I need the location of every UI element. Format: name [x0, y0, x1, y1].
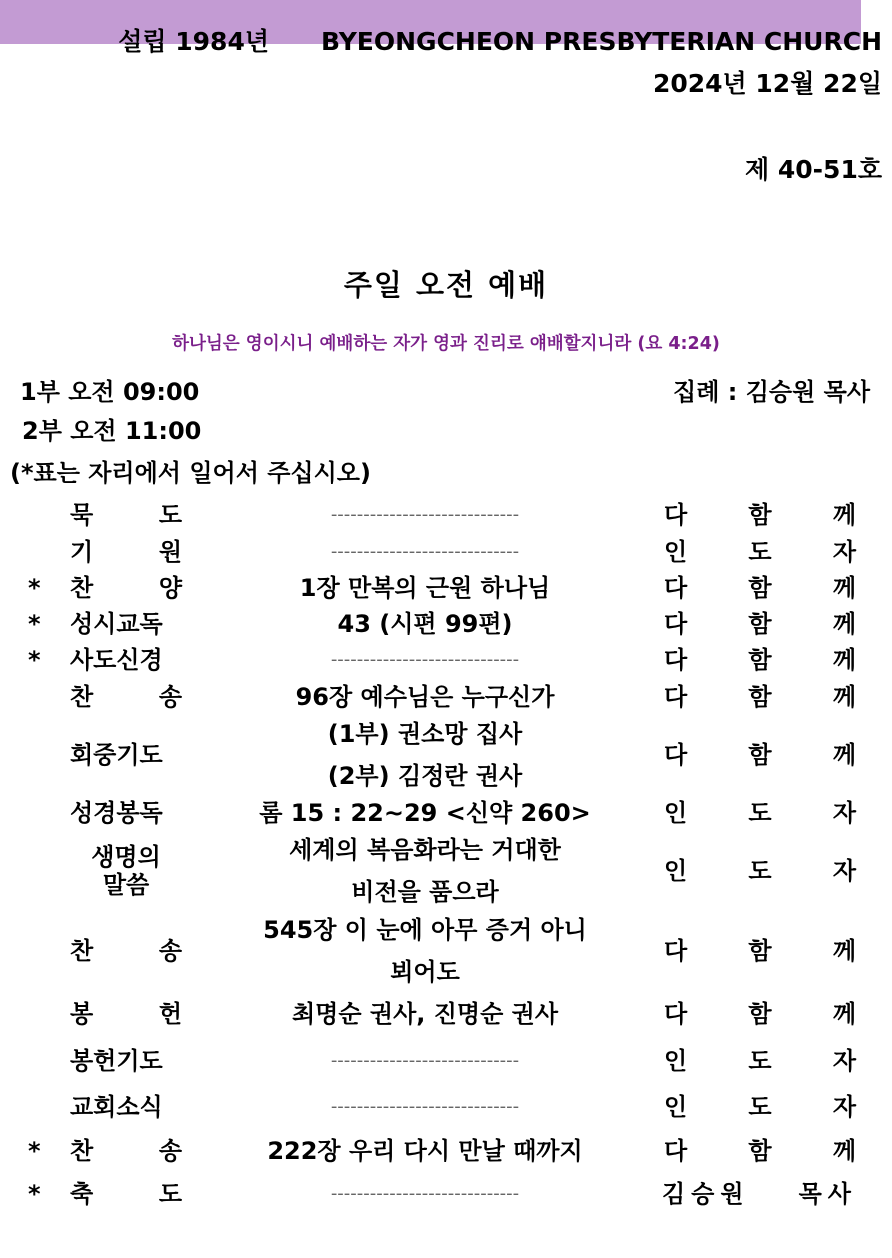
item-detail-line: (1부) 권소망 집사 — [327, 720, 523, 748]
item-detail-line: 롬 15 : 22~29 <신약 260> — [259, 799, 591, 827]
order-row — [0, 606, 892, 642]
item-role-part: 함 — [748, 646, 772, 674]
item-detail — [220, 1176, 630, 1212]
item-detail — [220, 1089, 630, 1125]
item-role-part: 함 — [748, 683, 772, 711]
item-name-part: 말씀 — [102, 871, 150, 899]
item-detail — [220, 606, 630, 642]
item-name-part: 봉 — [70, 1000, 94, 1028]
item-role-part: 다 — [664, 1137, 688, 1165]
item-role — [664, 1043, 856, 1079]
item-role-part: 께 — [832, 937, 856, 965]
item-role-part: 자 — [832, 1047, 856, 1075]
order-row — [0, 829, 892, 913]
item-name-part: 양 — [158, 574, 182, 602]
order-row — [0, 1043, 892, 1079]
founded-text: 설립 1984년 — [118, 27, 269, 56]
item-role-part: 께 — [832, 574, 856, 602]
header-line — [118, 22, 882, 58]
item-role-part: 함 — [748, 937, 772, 965]
item-role-part: 다 — [664, 574, 688, 602]
item-role-part: 함 — [748, 741, 772, 769]
item-detail — [220, 534, 630, 570]
item-role-part: 목사 — [798, 1180, 857, 1208]
item-role-part: 도 — [748, 799, 772, 827]
item-name-part: 교회소식 — [70, 1093, 163, 1121]
order-row — [0, 534, 892, 570]
item-role-part: 자 — [832, 857, 856, 885]
item-role-part: 자 — [832, 538, 856, 566]
item-role-part: 다 — [664, 683, 688, 711]
item-detail-line: 세계의 복음화라는 거대한 — [289, 836, 561, 864]
item-name-part: 찬 — [70, 574, 94, 602]
item-detail-line: ----------------------------- — [330, 649, 520, 670]
item-role — [664, 497, 856, 533]
item-detail-line: 비전을 품으라 — [351, 878, 499, 906]
item-detail-line: (2부) 김정란 권사 — [327, 762, 523, 790]
item-role — [664, 996, 856, 1032]
order-row — [0, 713, 892, 797]
item-role-part: 인 — [664, 538, 688, 566]
item-role-part: 함 — [748, 610, 772, 638]
item-role — [664, 570, 856, 606]
item-role — [664, 795, 856, 831]
item-role — [664, 713, 856, 797]
issue-number: 제 40-51호 — [745, 155, 882, 184]
item-role — [664, 1133, 856, 1169]
item-detail — [220, 713, 630, 797]
item-name-part: 기 — [70, 538, 94, 566]
item-name — [70, 829, 182, 913]
item-role-part: 다 — [664, 741, 688, 769]
item-detail-line: 1장 만복의 근원 하나님 — [299, 574, 551, 602]
item-role-part: 함 — [748, 501, 772, 529]
item-role — [664, 606, 856, 642]
item-name-part: 찬 — [70, 937, 94, 965]
item-detail-line: 545장 이 눈에 아무 증거 아니 — [263, 916, 587, 944]
item-name — [70, 497, 182, 533]
item-name-part: 찬 — [70, 1137, 94, 1165]
service-leader: 집례 : 김승원 목사 — [673, 378, 870, 406]
service-title: 주일 오전 예배 — [343, 268, 549, 302]
item-name-part: 헌 — [158, 1000, 182, 1028]
item-role-part: 인 — [664, 799, 688, 827]
item-role-part: 께 — [832, 1000, 856, 1028]
item-detail-line: ----------------------------- — [330, 541, 520, 562]
item-name-part: 송 — [158, 937, 182, 965]
item-name-part: 축 — [70, 1180, 94, 1208]
scripture-verse: 하나님은 영이시니 예배하는 자가 영과 진리로 얘배할지니라 (요 4:24) — [172, 334, 720, 354]
service-time-2: 2부 오전 11:00 — [22, 417, 202, 445]
order-row — [0, 1089, 892, 1125]
stand-note: (*표는 자리에서 일어서 주십시오) — [10, 459, 371, 487]
item-detail-line: ----------------------------- — [330, 504, 520, 525]
item-role-part: 도 — [748, 538, 772, 566]
item-role-part: 도 — [748, 857, 772, 885]
item-detail-line: 뵈어도 — [390, 958, 460, 986]
item-role — [664, 829, 856, 913]
item-detail — [220, 909, 630, 993]
item-name-part: 생명의 — [91, 843, 161, 871]
order-row — [0, 679, 892, 715]
item-role-part: 인 — [664, 1093, 688, 1121]
item-role-part: 자 — [832, 799, 856, 827]
order-row — [0, 497, 892, 533]
item-name-part: 묵 — [70, 501, 94, 529]
item-detail — [220, 829, 630, 913]
item-role-part: 다 — [664, 501, 688, 529]
order-row — [0, 1133, 892, 1169]
item-detail — [220, 497, 630, 533]
item-role-part: 도 — [748, 1047, 772, 1075]
item-role-part: 함 — [748, 574, 772, 602]
item-detail-line: 96장 예수님은 누구신가 — [295, 683, 555, 711]
item-name — [70, 1043, 182, 1079]
item-detail-line: 222장 우리 다시 만날 때까지 — [267, 1137, 583, 1165]
item-role-part: 께 — [832, 501, 856, 529]
stand-marker: * — [28, 646, 41, 674]
stand-marker: * — [28, 1180, 41, 1208]
item-role-part: 자 — [832, 1093, 856, 1121]
order-row — [0, 1176, 892, 1212]
order-row — [0, 909, 892, 993]
item-name-part: 사도신경 — [70, 646, 163, 674]
item-name-part: 성경봉독 — [70, 799, 163, 827]
item-detail-line: 43 (시편 99편) — [337, 610, 513, 638]
item-name — [70, 1176, 182, 1212]
service-time-1: 1부 오전 09:00 — [20, 378, 200, 406]
item-name — [70, 713, 182, 797]
item-name — [70, 570, 182, 606]
item-role — [662, 1176, 857, 1212]
item-role — [664, 679, 856, 715]
item-detail-line: ----------------------------- — [330, 1183, 520, 1204]
item-role-part: 께 — [832, 646, 856, 674]
item-role-part: 께 — [832, 683, 856, 711]
item-detail-line: 최명순 권사, 진명순 권사 — [291, 1000, 559, 1028]
stand-marker: * — [28, 1137, 41, 1165]
item-detail — [220, 996, 630, 1032]
item-role-part: 김승원 — [662, 1180, 750, 1208]
item-role-part: 께 — [832, 1137, 856, 1165]
item-role — [664, 642, 856, 678]
item-detail — [220, 679, 630, 715]
item-name — [70, 1133, 182, 1169]
item-detail — [220, 1133, 630, 1169]
item-detail — [220, 642, 630, 678]
item-role-part: 도 — [748, 1093, 772, 1121]
item-role — [664, 534, 856, 570]
item-detail-line: ----------------------------- — [330, 1050, 520, 1071]
item-name — [70, 1089, 182, 1125]
item-name-part: 도 — [158, 501, 182, 529]
stand-marker: * — [28, 574, 41, 602]
order-row — [0, 570, 892, 606]
item-name — [70, 795, 182, 831]
item-role-part: 함 — [748, 1000, 772, 1028]
item-name-part: 원 — [158, 538, 182, 566]
item-name-part: 송 — [158, 1137, 182, 1165]
item-name — [70, 679, 182, 715]
item-name — [70, 606, 182, 642]
item-name — [70, 642, 182, 678]
item-detail — [220, 570, 630, 606]
order-row — [0, 996, 892, 1032]
item-name — [70, 996, 182, 1032]
item-name-part: 도 — [158, 1180, 182, 1208]
church-name: BYEONGCHEON PRESBYTERIAN CHURCH — [321, 27, 882, 56]
item-name — [70, 534, 182, 570]
order-row — [0, 642, 892, 678]
item-detail — [220, 1043, 630, 1079]
item-name — [70, 909, 182, 993]
item-role-part: 인 — [664, 857, 688, 885]
item-name-part: 회중기도 — [70, 741, 163, 769]
item-role-part: 다 — [664, 646, 688, 674]
item-role-part: 다 — [664, 937, 688, 965]
item-name-part: 찬 — [70, 683, 94, 711]
stand-marker: * — [28, 610, 41, 638]
item-role-part: 께 — [832, 610, 856, 638]
item-role-part: 다 — [664, 1000, 688, 1028]
item-name-part: 성시교독 — [70, 610, 163, 638]
item-role — [664, 1089, 856, 1125]
item-detail-line: ----------------------------- — [330, 1096, 520, 1117]
item-role-part: 다 — [664, 610, 688, 638]
bulletin-date: 2024년 12월 22일 — [652, 69, 882, 98]
item-role — [664, 909, 856, 993]
item-name-part: 송 — [158, 683, 182, 711]
item-role-part: 께 — [832, 741, 856, 769]
item-name-part: 봉헌기도 — [70, 1047, 163, 1075]
order-row — [0, 795, 892, 831]
item-role-part: 함 — [748, 1137, 772, 1165]
item-role-part: 인 — [664, 1047, 688, 1075]
item-detail — [220, 795, 630, 831]
